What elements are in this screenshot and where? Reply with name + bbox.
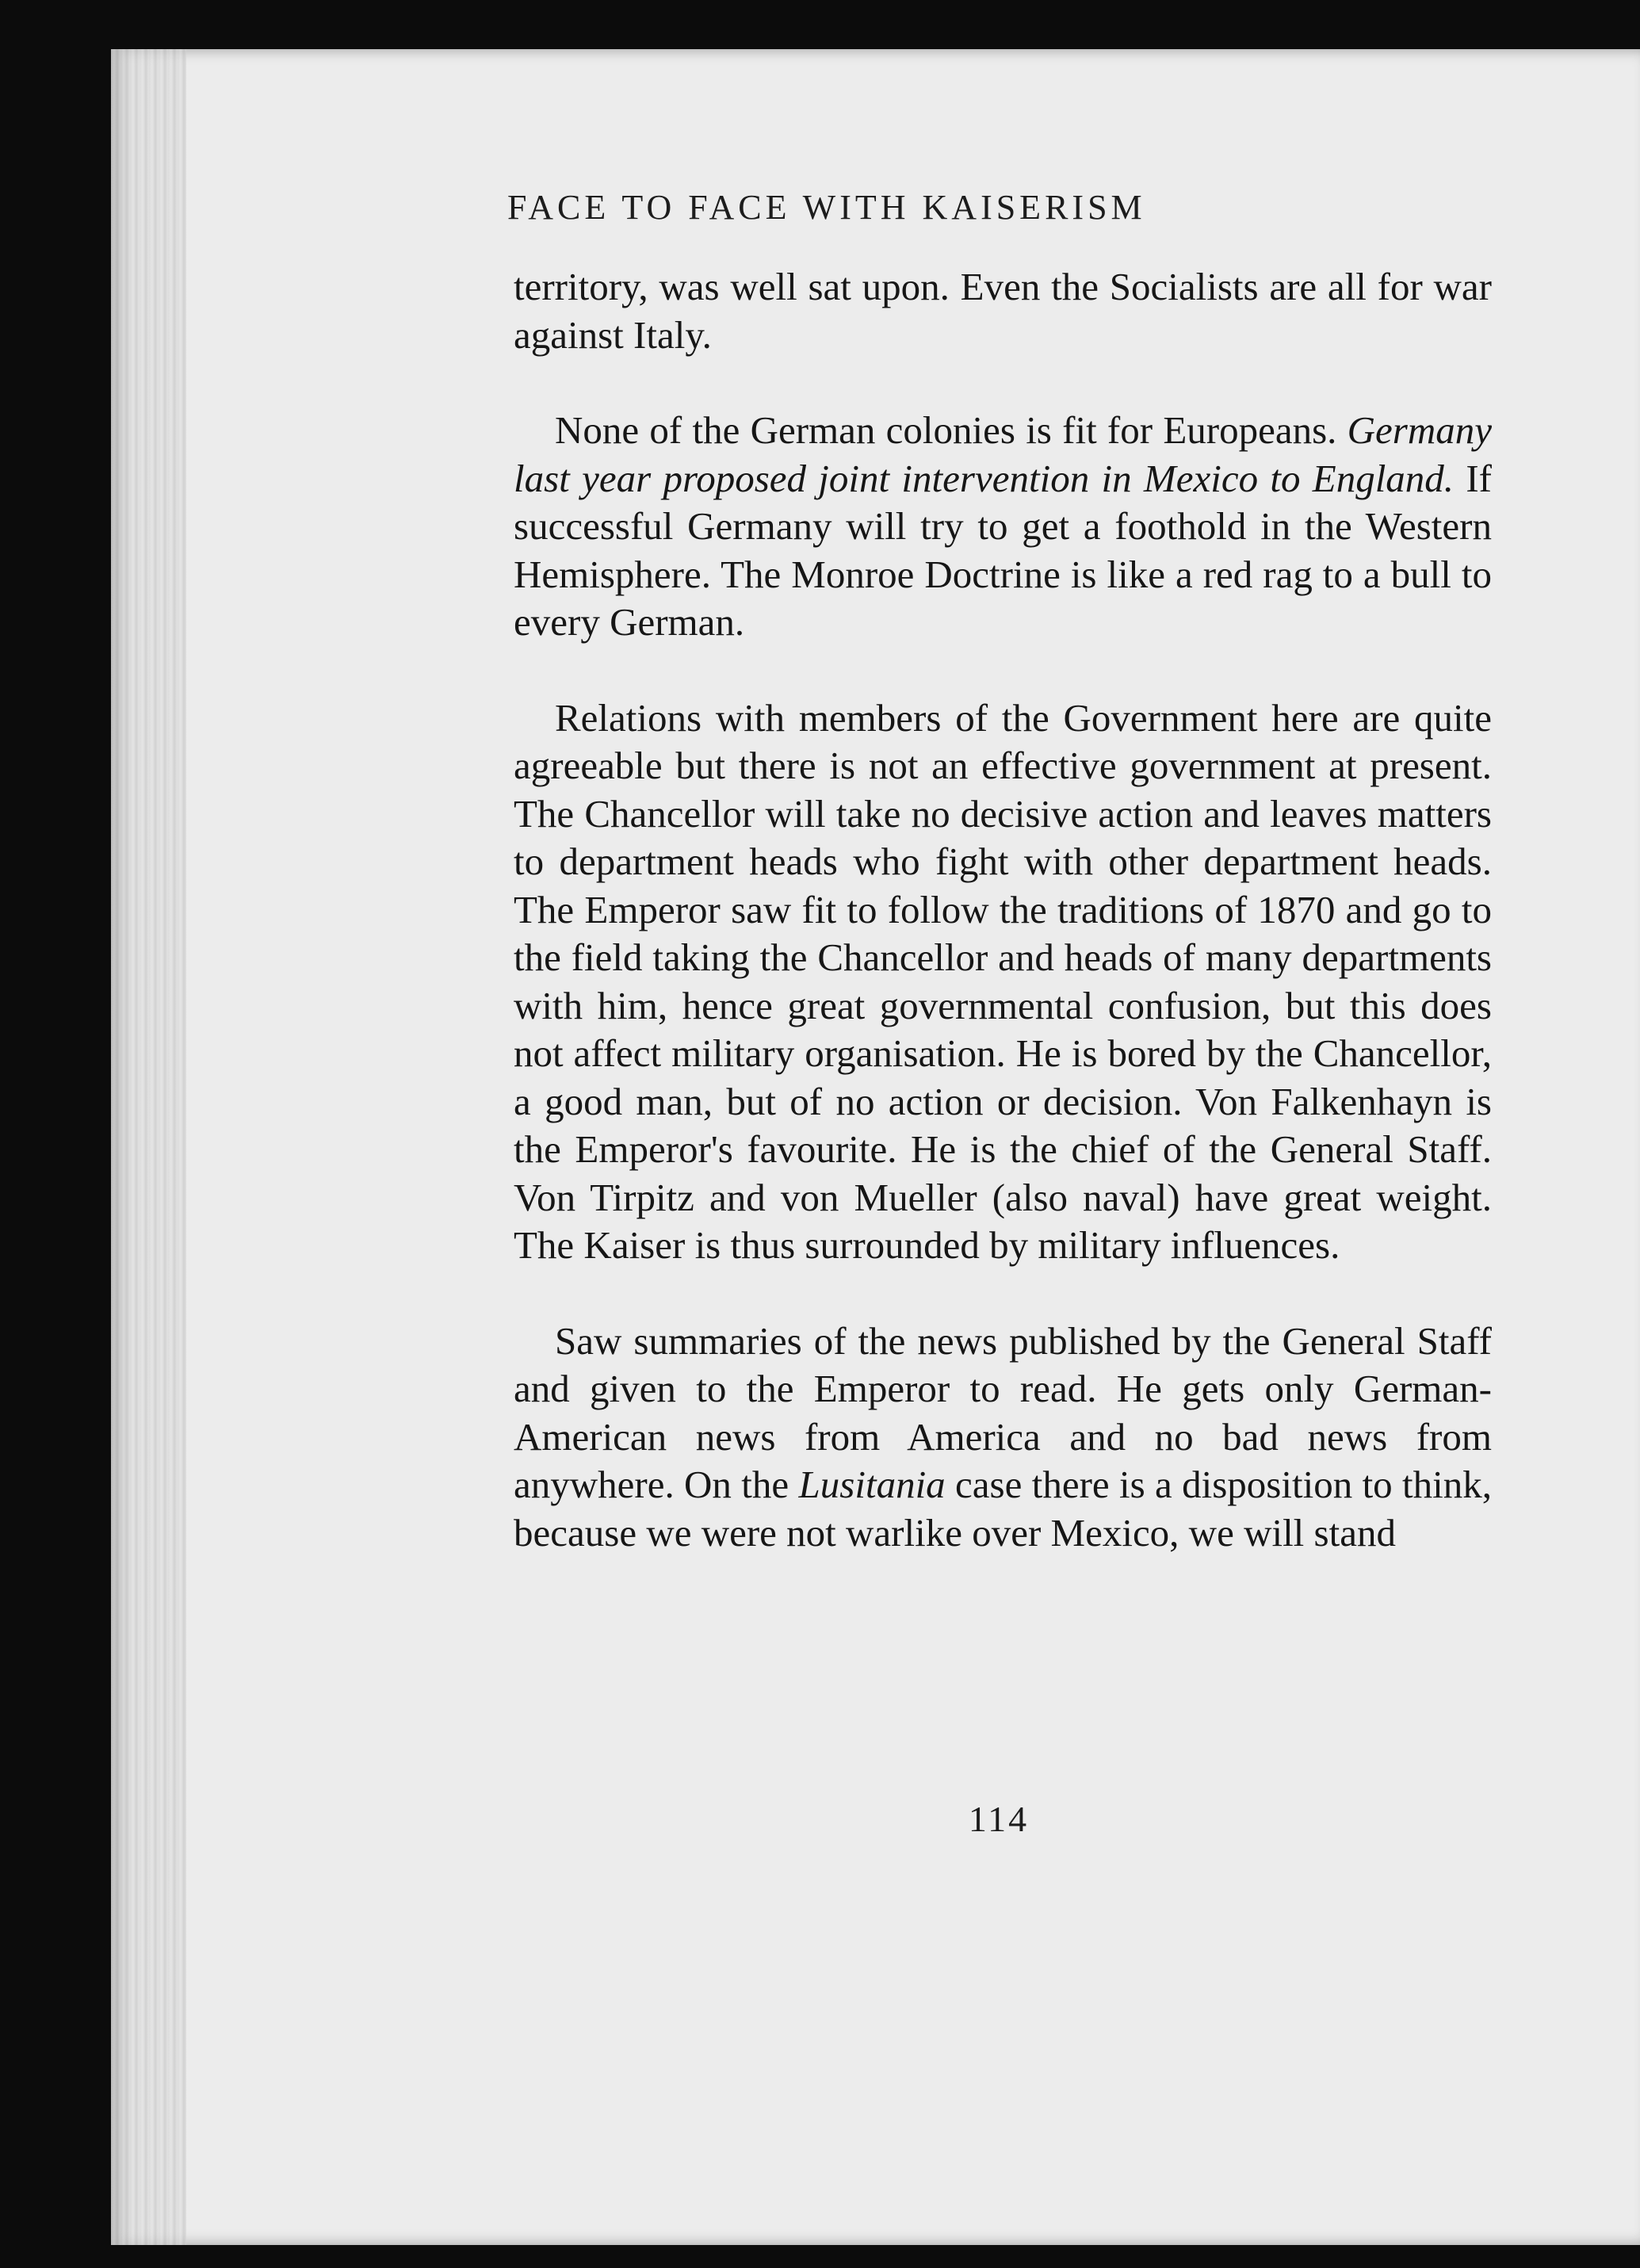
running-head: FACE TO FACE WITH KAISERISM bbox=[507, 188, 1146, 227]
page-edge-stack bbox=[111, 49, 186, 2245]
paragraph-1 bbox=[514, 263, 1492, 359]
italic-text-run: Lusitania bbox=[798, 1463, 946, 1506]
paragraph-2 bbox=[514, 407, 1492, 647]
body-text bbox=[514, 263, 1492, 1604]
text-run: Saw summaries of the news published by the General Staff and given to the Emperor to read. He gets only German-American news from America and no bad news from anywhere. On the bbox=[514, 1318, 1492, 1506]
text-run: case there is a disposition to think, because we were not warlike over Mexico, we will stand bbox=[514, 1463, 1493, 1555]
text-run: territory, was well sat upon. Even the Socialists are all for war against Italy. bbox=[514, 265, 1492, 357]
page-number: 114 bbox=[968, 1799, 1030, 1839]
text-run: None of the German colonies is fit for Europeans. bbox=[555, 408, 1348, 452]
paragraph-4 bbox=[514, 1318, 1492, 1558]
paragraph-3 bbox=[514, 694, 1492, 1270]
text-run: Relations with members of the Government here are quite agreeable but there is not an effective government at present. The Chancellor will take no decisive action and leaves matters to department heads who fight with other department heads. The Emperor saw fit to follow the traditions of 1870 and go to the field taking the Chancellor and heads of many departments with him, hence great governmental confusion, but this does not affect military organisation. He is bored by the Chancellor, a good man, but of no action or decision. Von Falkenhayn is the Emperor's favourite. He is the chief of the General Staff. Von Tirpitz and von Mueller (also naval) have great weight. The Kaiser is thus surrounded by military influences. bbox=[514, 695, 1492, 1267]
italic-text-run: Germany last year proposed joint intervention in Mexico to England. bbox=[514, 408, 1492, 500]
text-run: If successful Germany will try to get a foothold in the Western Hemisphere. The Monroe Doctrine is like a red rag to a bull to every German. bbox=[514, 456, 1492, 644]
